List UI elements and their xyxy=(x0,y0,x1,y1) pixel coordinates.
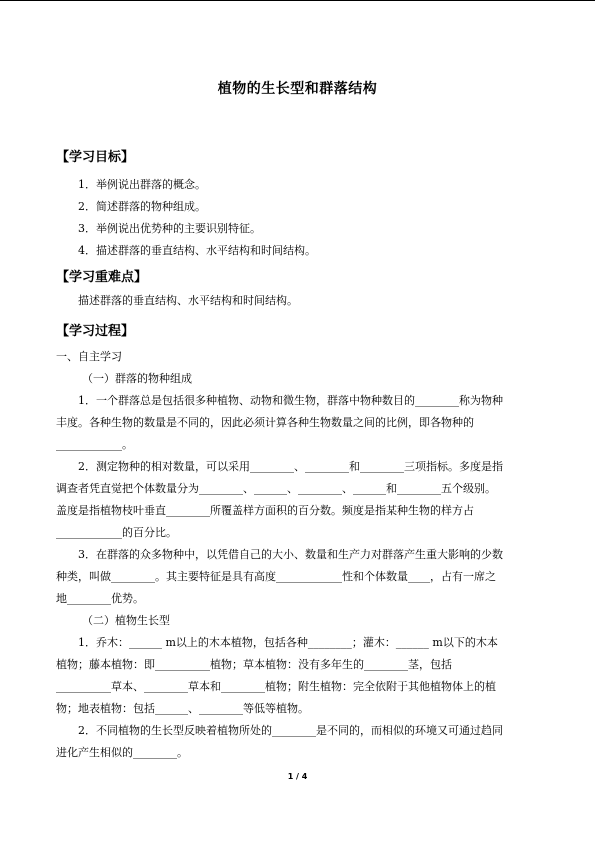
paragraph-line: 调查者凭直觉把个体数量分为________、______、________、______和________五个级别。 xyxy=(56,482,496,495)
paragraph-line: 物；地表植物：包括______、________等低等植物。 xyxy=(56,702,309,715)
paragraph-line: 3．在群落的众多物种中，以凭借自己的大小、数量和生产力对群落产生重大影响的少数 xyxy=(78,548,503,561)
section-header-process: 【学习过程】 xyxy=(56,324,135,339)
difficulty-text: 描述群落的垂直结构、水平结构和时间结构。 xyxy=(78,294,298,307)
paragraph-line: 植物；藤本植物：即__________植物；草本植物：没有多年生的________茎，包括 xyxy=(56,658,452,671)
goal-item: 4．描述群落的垂直结构、水平结构和时间结构。 xyxy=(78,244,316,257)
page-top-rule xyxy=(0,0,595,1)
goal-item: 3．举例说出优势种的主要识别特征。 xyxy=(78,222,261,235)
paragraph-line: 地________优势。 xyxy=(56,592,144,605)
paragraph-line: 2．不同植物的生长型反映着植物所处的________是不同的，而相似的环境又可通过趋同 xyxy=(78,724,503,737)
paragraph-line: 丰度。各种生物的数量是不同的，因此必须计算各种生物数量之间的比例，即各物种的 xyxy=(56,416,474,429)
paragraph-line: 1．乔木：______ m以上的木本植物，包括各种________；灌木：______ m以下的木本 xyxy=(78,636,498,649)
subsection-title: （二）植物生长型 xyxy=(82,614,170,627)
subsection-title: （一）群落的物种组成 xyxy=(82,372,192,385)
paragraph-line: 盖度是指植物枝叶垂直________所覆盖样方面积的百分数。频度是指某种生物的样方占 xyxy=(56,504,474,517)
goal-item: 1．举例说出群落的概念。 xyxy=(78,178,206,191)
document-title: 植物的生长型和群落结构 xyxy=(217,81,378,97)
goal-item: 2．简述群落的物种组成。 xyxy=(78,200,206,213)
paragraph-line: 1．一个群落总是包括很多种植物、动物和微生物，群落中物种数目的________称为物种 xyxy=(78,394,503,407)
paragraph-line: ____________。 xyxy=(56,438,133,451)
paragraph-line: 进化产生相似的________。 xyxy=(56,746,188,759)
paragraph-line: ____________的百分比。 xyxy=(56,526,177,539)
section-header-goals: 【学习目标】 xyxy=(56,150,135,165)
paragraph-line: 2．测定物种的相对数量，可以采用________、________和________三项指标。多度是指 xyxy=(78,460,503,473)
paragraph-line: __________草本、________草本和________植物；附生植物：完全依附于其他植物体上的植 xyxy=(56,680,496,693)
part-title: 一、自主学习 xyxy=(56,350,122,363)
page-number: 1 / 4 xyxy=(287,772,308,781)
section-header-difficulty: 【学习重难点】 xyxy=(56,270,148,285)
paragraph-line: 种类，叫做________。其主要特征是具有高度____________性和个体数量____，占有一席之 xyxy=(56,570,496,583)
